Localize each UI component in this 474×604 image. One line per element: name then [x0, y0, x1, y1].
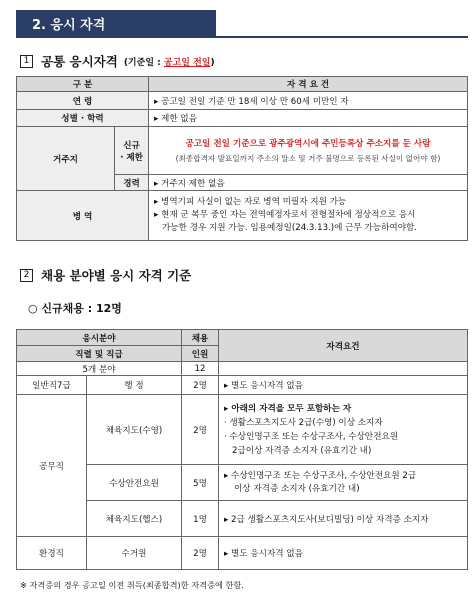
row-value-military: ▸ 병역기피 사실이 없는 자로 병역 미필자 지원 가능 ▸ 현재 군 복무 중인 자는 전역예정자로서 전형절차에 정상적으로 응시 가능한 경우 지원 가능. 임용예정일(24.3.13.)에 근무 가능하여야함. — [149, 191, 468, 241]
section-title-bar — [16, 10, 216, 36]
row-label-sex-edu: 성별 · 학력 — [17, 110, 149, 127]
req-pe-health: ▸ 2급 생활스포츠지도사(보디빌딩) 이상 자격증 소지자 — [219, 501, 468, 537]
table-row — [17, 127, 468, 175]
field-pe-swim: 체육지도(수영) — [87, 395, 182, 465]
group-general-7: 일반직7급 — [17, 376, 87, 395]
footnote: ※ 자격증의 경우 공고일 이전 취득(최종합격)한 자격증에 한함. — [20, 580, 244, 590]
table-row — [17, 362, 468, 376]
table-row — [17, 191, 468, 241]
row-sublabel-career: 경력 — [115, 175, 149, 191]
row-value-age: ▸ 공고일 전일 기준 만 18세 이상 만 60세 미만인 자 — [149, 92, 468, 110]
count-safety: 5명 — [182, 465, 219, 501]
header-requirements: 자격요건 — [219, 330, 468, 362]
row-sublabel-new: 신규 · 제한 — [115, 127, 149, 175]
req-safety: ▸ 수상인명구조 또는 수상구조사, 수상안전요원 2급 이상 자격증 소지자 (유효기간 내) — [219, 465, 468, 501]
section2-title: 채용 분야별 응시 자격 기준 — [41, 268, 192, 283]
header-requirements: 자 격 요 건 — [149, 77, 468, 92]
section2-number-box: 2 — [20, 269, 33, 282]
table-row — [17, 92, 468, 110]
table-header-row — [17, 77, 468, 92]
table-row — [17, 395, 468, 465]
section1-title: 공통 응시자격 — [41, 54, 118, 69]
row-label-military: 병 역 — [17, 191, 149, 241]
row-value-sex-edu: ▸ 제한 없음 — [149, 110, 468, 127]
header-gubun: 구 분 — [17, 77, 149, 92]
row-label-age: 연 령 — [17, 92, 149, 110]
basis-date: 공고일 전일 — [163, 57, 211, 68]
group-env: 환경직 — [17, 537, 87, 570]
group-public: 공무직 — [17, 395, 87, 537]
header-count-2: 인원 — [182, 346, 219, 362]
title-underline — [16, 36, 468, 38]
section1-heading — [20, 52, 215, 70]
header-grade: 직렬 및 직급 — [17, 346, 182, 362]
table-row — [17, 376, 468, 395]
total-requirements — [219, 362, 468, 376]
req-admin: ▸ 별도 응시자격 없음 — [219, 376, 468, 395]
total-fields: 5개 분야 — [17, 362, 182, 376]
field-pe-health: 체육지도(헬스) — [87, 501, 182, 537]
row-value-career: ▸ 거주지 제한 없음 — [149, 175, 468, 191]
count-pe-swim: 2명 — [182, 395, 219, 465]
field-safety: 수상안전요원 — [87, 465, 182, 501]
header-count-1: 채용 — [182, 330, 219, 346]
field-admin: 행 정 — [87, 376, 182, 395]
common-requirements-table — [16, 76, 468, 241]
row-label-residence: 거주지 — [17, 127, 115, 191]
table-header-row — [17, 330, 468, 346]
count-pe-health: 1명 — [182, 501, 219, 537]
table-row — [17, 110, 468, 127]
req-pe-swim: ▸ 아래의 자격을 모두 포함하는 자 · 생활스포츠지도사 2급(수영) 이상 소지자 · 수상인명구조 또는 수상구조사, 수상안전요원 2급이상 자격증 소지자 (유효기간 내) — [219, 395, 468, 465]
field-requirements-table — [16, 329, 468, 570]
field-collector: 수거원 — [87, 537, 182, 570]
section2-heading — [20, 266, 191, 284]
section1-number-box: 1 — [20, 55, 33, 68]
page-title: 2. 응시 자격 — [32, 17, 106, 33]
count-admin: 2명 — [182, 376, 219, 395]
new-hire-count: ○ 신규채용 : 12명 — [28, 302, 122, 315]
table-row — [17, 537, 468, 570]
section1-basis: (기준일 : 공고일 전일) — [123, 57, 215, 68]
total-count: 12 — [182, 362, 219, 376]
header-field: 응시분야 — [17, 330, 182, 346]
req-collector: ▸ 별도 응시자격 없음 — [219, 537, 468, 570]
row-value-residence-new: 공고일 전일 기준으로 광주광역시에 주민등록상 주소지를 둔 사람 (최종합격자 발표일까지 주소의 말소 및 거주 불명으로 등록된 사실이 없어야 함) — [149, 127, 468, 175]
count-collector: 2명 — [182, 537, 219, 570]
